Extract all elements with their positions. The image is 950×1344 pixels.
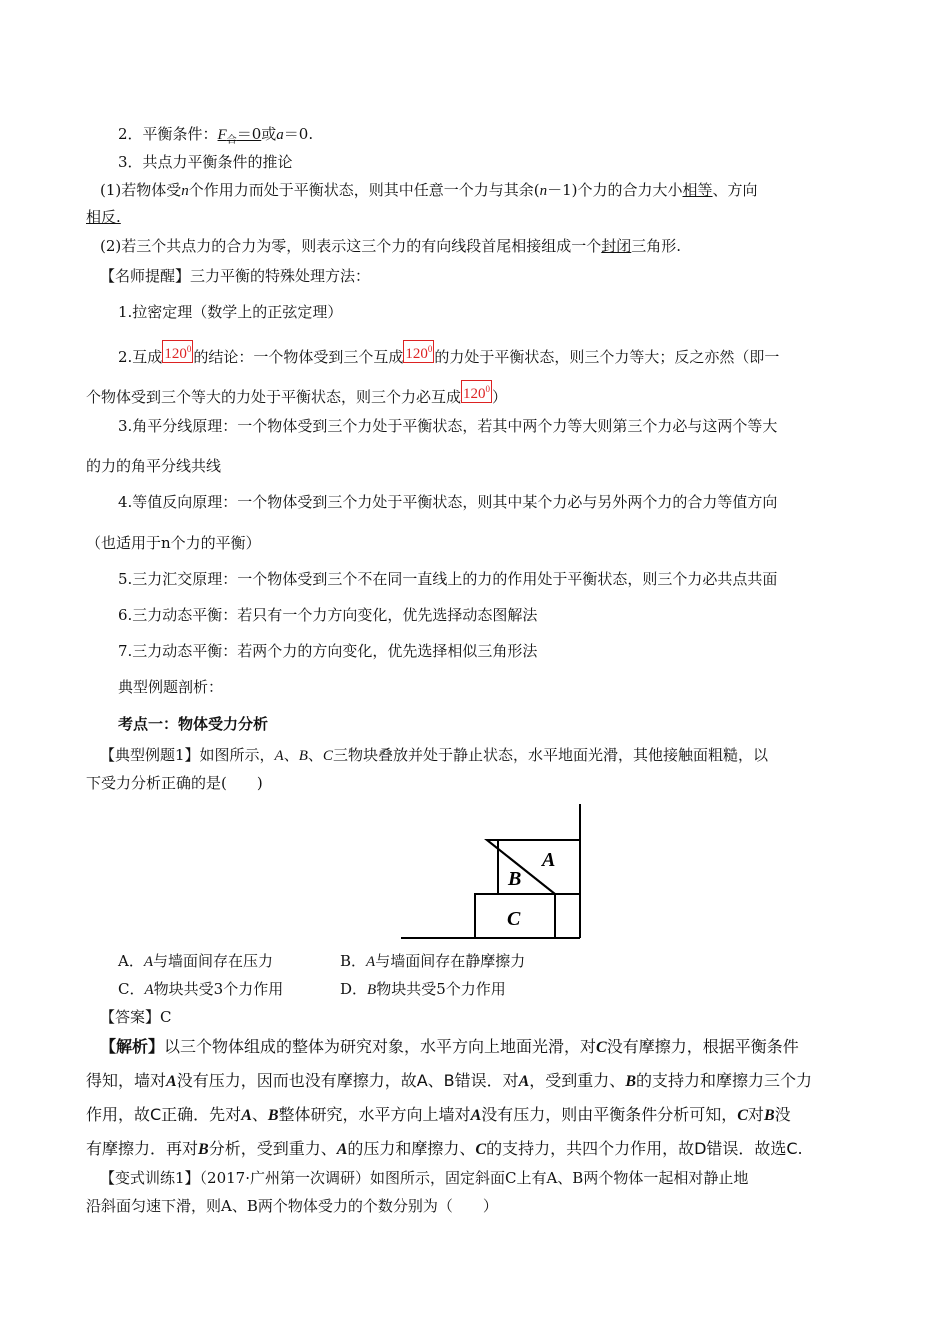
topic-1-heading: 考点一：物体受力分析 [118,715,269,733]
block-stack-figure [395,798,590,943]
angle-120-box: $120^0$ [162,340,193,363]
answer-line: 【答案】C [100,1008,172,1026]
analysis-line-3: 作用，故C正确．先对A、B整体研究，水平方向上墙对A没有压力，则由平衡条件分析可知，C对B没 [86,1105,791,1124]
method-4-continuation: （也适用于n个力的平衡） [86,534,261,552]
method-3: 3.角平分线原理：一个物体受到三个力处于平衡状态，若其中两个力等大则第三个力必与这两个等大 [118,417,778,435]
angle-120-box: $120^0$ [461,380,492,403]
method-7: 7.三力动态平衡：若两个力的方向变化，优先选择相似三角形法 [118,642,538,660]
option-c: C．A物块共受3个力作用 [118,980,284,998]
analysis-line-4: 有摩擦力．再对B分析，受到重力、A的压力和摩擦力、C的支持力，共四个力作用，故D错误．故选C. [86,1139,803,1158]
label-b: B [508,868,522,890]
method-5: 5.三力汇交原理：一个物体受到三个不在同一直线上的力的作用处于平衡状态，则三个力必共点共面 [118,570,778,588]
option-d: D．B物块共受5个力作用 [340,980,506,998]
expert-tip-heading: 【名师提醒】三力平衡的特殊处理方法： [100,267,371,285]
method-2: 2.互成 $120^0$ 的结论：一个物体受到三个互成 $120^0$ 的力处于平衡状态，则三个力等大；反之亦然（即一 [118,340,779,367]
example-1-question-continuation: 下受力分析正确的是( ) [86,774,263,792]
analysis-line-2: 得知，墙对A没有压力，因而也没有摩擦力，故A、B错误．对A，受到重力、B的支持力和摩擦力三个力 [86,1071,812,1090]
analysis-line-1: 【解析】以三个物体组成的整体为研究对象，水平方向上地面光滑，对C没有摩擦力，根据平衡条件 [100,1037,799,1056]
method-4: 4.等值反向原理：一个物体受到三个力处于平衡状态，则其中某个力必与另外两个力的合力等值方向 [118,493,778,511]
typical-examples-heading: 典型例题剖析： [118,678,224,696]
option-b: B．A与墙面间存在静摩擦力 [340,952,526,970]
corollary-2-line: (2)若三个共点力的合力为零，则表示这三个力的有向线段首尾相接组成一个封闭三角形. [100,237,682,255]
label-a: A [542,849,556,871]
angle-120-box: $120^0$ [403,340,434,363]
method-6: 6.三力动态平衡：若只有一个力方向变化，优先选择动态图解法 [118,606,538,624]
label-c: C [507,908,521,930]
method-1: 1.拉密定理（数学上的正弦定理） [118,303,343,321]
corollary-1-continuation: 相反. [86,208,121,226]
variant-1-line: 【变式训练1】（2017·广州第一次调研）如图所示，固定斜面C上有A、B两个物体一起相对静止地 [100,1169,749,1187]
method-3-continuation: 的力的角平分线共线 [86,457,222,475]
block-a [487,840,580,894]
corollary-1-line: (1)若物体受n个作用力而处于平衡状态，则其中任意一个力与其余(n－1)个力的合力大小相等、方向 [100,181,758,199]
option-a: A．A与墙面间存在压力 [118,952,274,970]
net-force-zero: $F_合=0$ [217,125,262,146]
method-2-continuation: 个物体受到三个等大的力处于平衡状态，则三个力必互成 $120^0$ ） [86,380,507,407]
example-1-question: 【典型例题1】如图所示，A、B、C三物块叠放并处于静止状态，水平地面光滑，其他接触面粗糙，以 [100,746,768,764]
balance-condition-line: 2．平衡条件：$F_合=0$或a＝0. [118,125,314,146]
section-heading-3: 3．共点力平衡条件的推论 [118,153,293,171]
variant-1-continuation: 沿斜面匀速下滑，则A、B两个物体受力的个数分别为（ ） [86,1197,498,1215]
